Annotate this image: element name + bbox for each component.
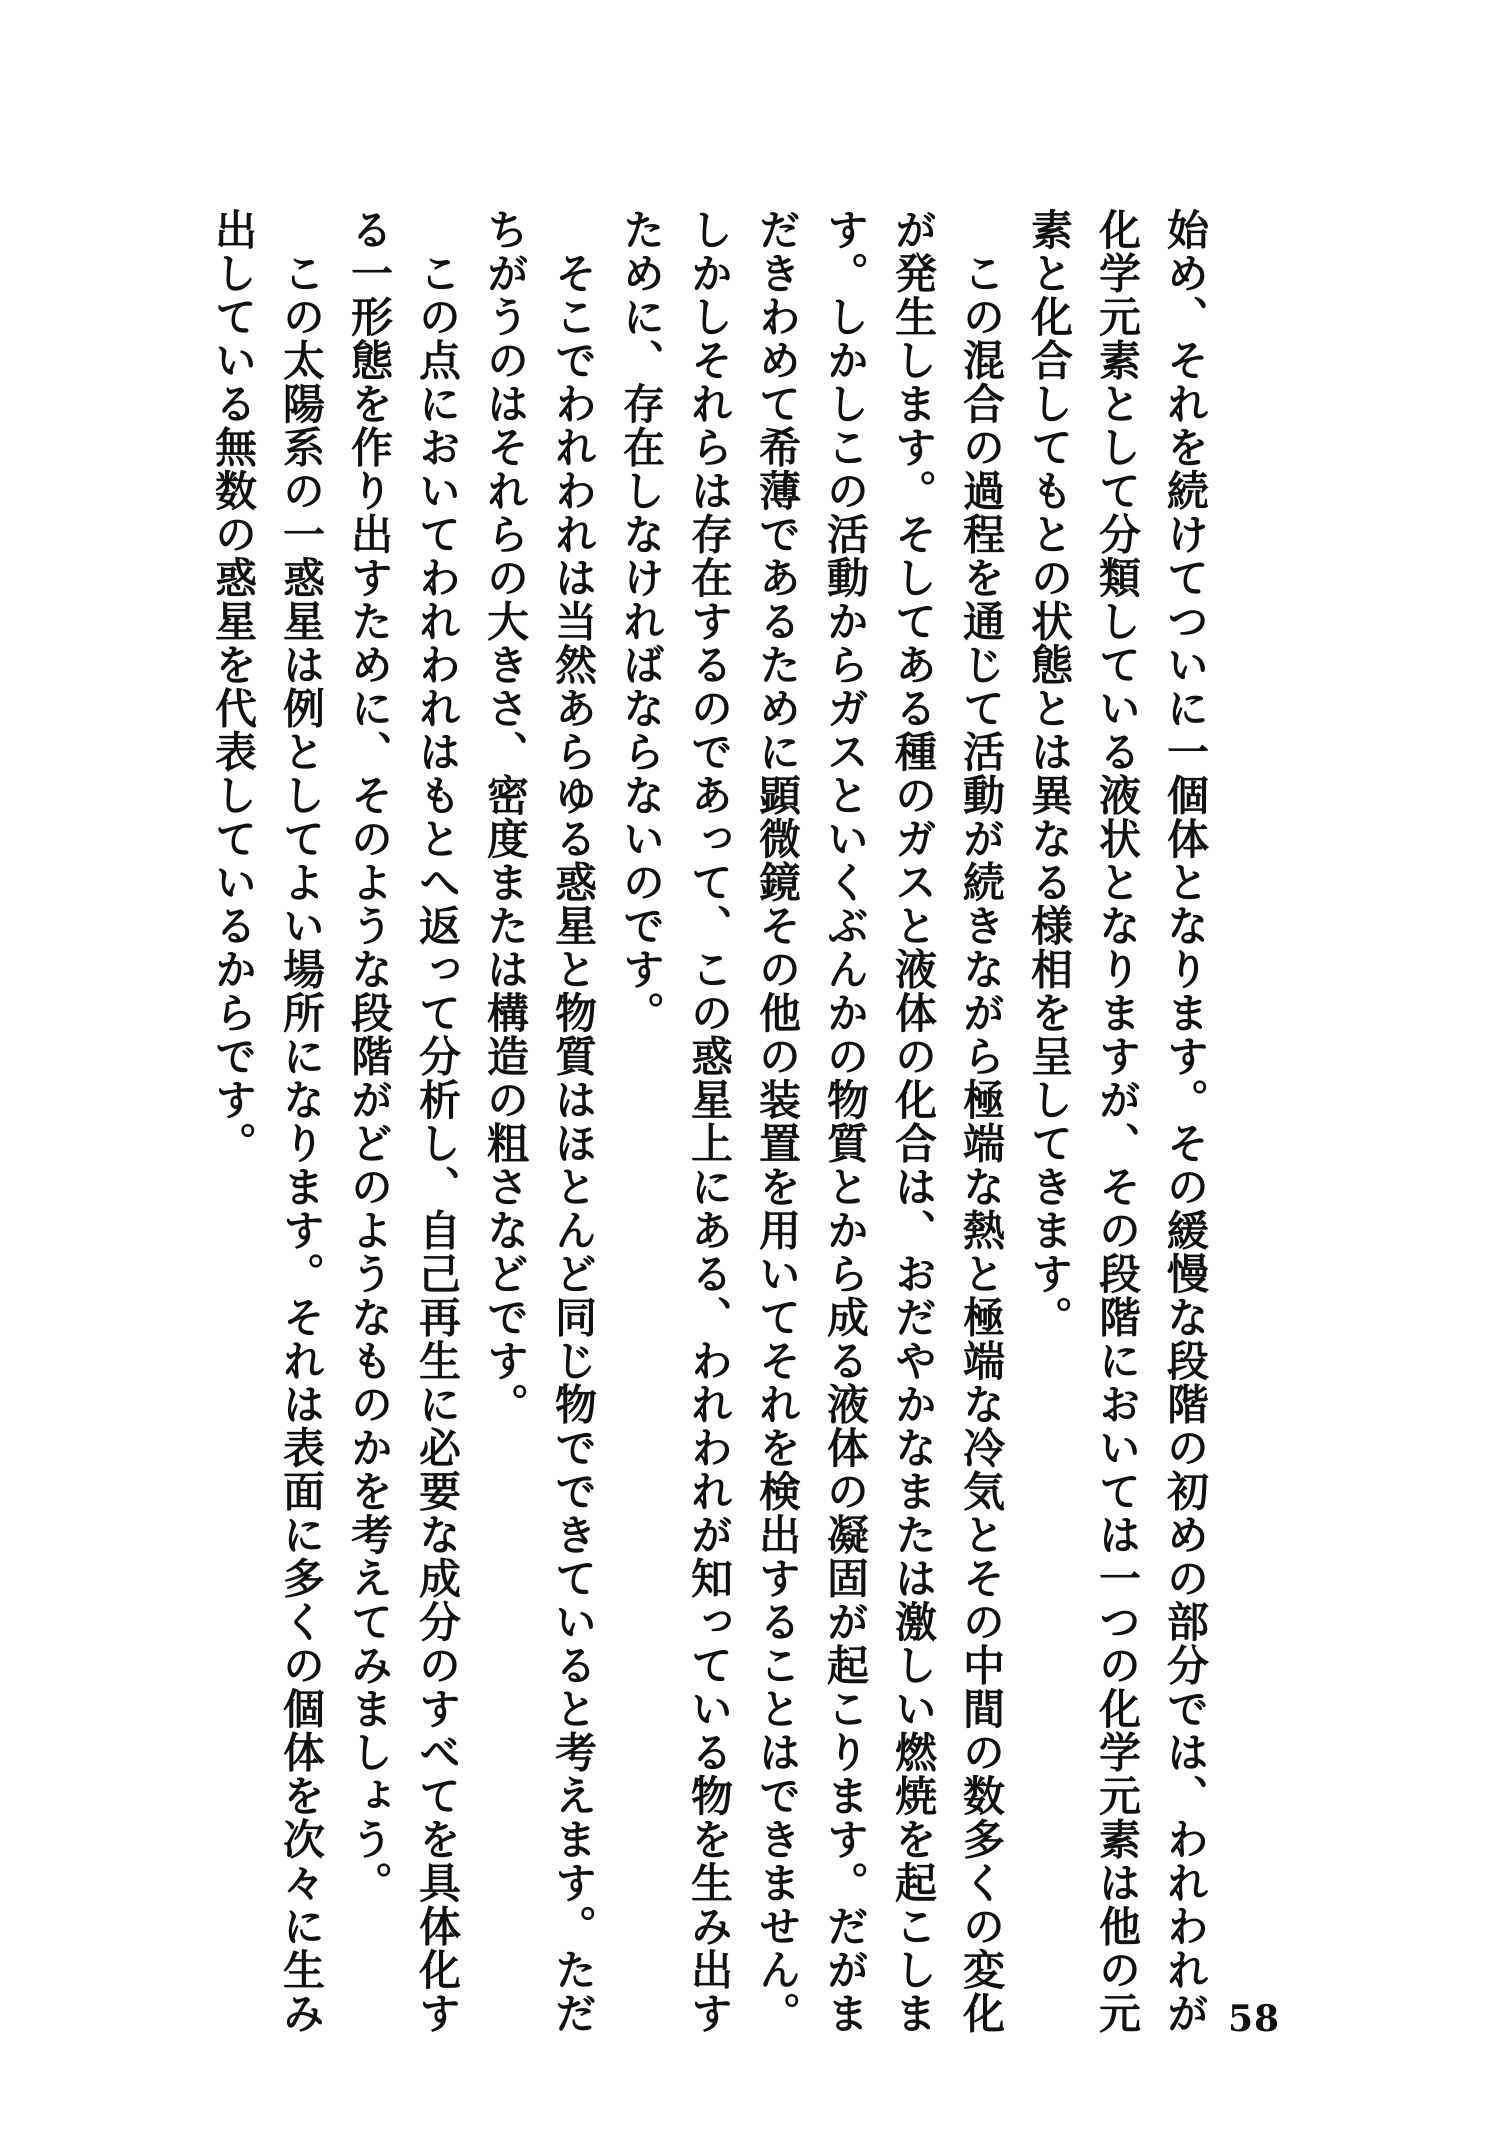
text-column: る一形態を作り出すために、そのような段階がどのようなものかを考えてみましょう。 <box>345 208 394 1905</box>
text-column: 素と化合してもとの状態とは異なる様相を呈してきます。 <box>1025 208 1074 1339</box>
text-column: 出している無数の惑星を代表しているからです。 <box>209 208 258 1165</box>
text-column: しかしそれらは存在するのであって、この惑星上にある、われわれが知っている物を生み出す <box>685 208 734 2035</box>
text-column: 始め、それを続けてついに一個体となります。その緩慢な段階の初めの部分では、われわれが <box>1161 208 1210 2035</box>
text-column: ちがうのはそれらの大きさ、密度または構造の粗さなどです。 <box>481 208 530 1426</box>
text-column: この点においてわれわれはもとへ返って分析し、自己再生に必要な成分のすべてを具体化す <box>413 208 462 2035</box>
text-column: す。しかしこの活動からガスといくぶんかの物質とから成る液体の凝固が起こります。だがま <box>821 208 870 2035</box>
vertical-text-block <box>199 208 1219 2035</box>
text-column: ために、存在しなければならないのです。 <box>617 208 666 1035</box>
text-column: 化学元素として分類している液状となりますが、その段階においては一つの化学元素は他の元 <box>1093 208 1142 2035</box>
text-column: そこでわれわれは当然あらゆる惑星と物質はほとんど同じ物でできていると考えます。ただ <box>549 208 598 2035</box>
text-column: この混合の過程を通じて活動が続きながら極端な熱と極端な冷気とその中間の数多くの変化 <box>957 208 1006 2035</box>
page-number: 58 <box>1228 1998 1281 2040</box>
text-column: だきわめて希薄であるために顕微鏡その他の装置を用いてそれを検出することはできません。 <box>753 208 802 2035</box>
text-column: この太陽系の一惑星は例としてよい場所になります。それは表面に多くの個体を次々に生み <box>277 208 326 2035</box>
text-column: が発生します。そしてある種のガスと液体の化合は、おだやかなまたは激しい燃焼を起こしま <box>889 208 938 2035</box>
